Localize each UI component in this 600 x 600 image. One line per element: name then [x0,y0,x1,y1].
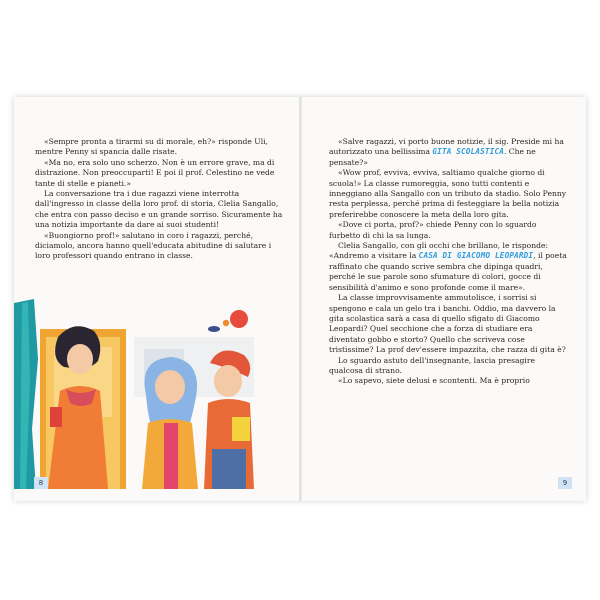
left-page-text [35,137,284,262]
classroom-illustration-icon [14,299,300,489]
paragraph: «Ma no, era solo uno scherzo. Non è un errore grave, ma di distrazione. Non preoccuparti! E poi il prof. Celestino ne vede tante di stelle e pianeti.» [35,157,275,188]
paragraph: «Lo sapevo, siete delusi e scontenti. Ma è proprio [338,376,530,386]
paragraph: «Sempre pronta a tirarmi su di morale, eh?» risponde Uli, mentre Penny si spancia dalle risate. [35,137,268,157]
page-number-left: 8 [34,477,48,489]
paragraph: La conversazione tra i due ragazzi viene interrotta dall'ingresso in classe della loro prof. di storia, Clelia Sangallo, che entra con passo deciso e un grande sorriso. Sicuramente ha una notizia importante da dare ai suoi studenti! [35,189,283,230]
highlight-gita-scolastica: GITA SCOLASTICA [432,147,504,157]
left-page [14,97,300,501]
paragraph: «Dove ci porta, prof?» chiede Penny con lo sguardo furbetto di chi la sa lunga. [329,220,537,240]
page-number-right: 9 [558,477,572,489]
paragraph: Clelia Sangallo, con gli occhi che brillano, le risponde: «Andremo a visitare la CASA DI GIACOMO LEOPARDI, il poeta raffinato che quando scrive sembra che dipinga quadri, perché le sue parole sono sfumature di colori, gocce di sensibilità d'animo e sono profonde come il mare». [329,241,567,292]
right-page [302,97,586,501]
paragraph: Lo sguardo astuto dell'insegnante, lascia presagire qualcosa di strano. [329,355,535,375]
book-spread [14,97,586,501]
paragraph: «Buongiorno prof!» salutano in coro i ragazzi, perché, diciamolo, ancora hanno quell'educata abitudine di salutare i loro professori quando entrano in classe. [35,230,272,261]
highlight-casa-leopardi: CASA DI GIACOMO LEOPARDI [418,251,534,261]
paragraph: «Salve ragazzi, vi porto buone notizie, il sig. Preside mi ha autorizzato una bellissima GITA SCOLASTICA. Che ne pensate?» [329,137,564,167]
paragraph: «Wow prof, evviva, evviva, saltiamo qualche giorno di scuola!» La classe rumoreggia, sono tutti contenti e inneggiano alla Sangallo con un tributo da stadio. Solo Penny resta perplessa, perché prima di festeggiare la bella notizia preferirebbe conoscere la meta della loro gita. [329,168,567,219]
right-page-text [329,137,567,387]
paragraph: La classe improvvisamente ammutolisce, i sorrisi si spengono e cala un gelo tra i banchi. Oddio, ma davvero la gita scolastica sarà a casa di quello sfigato di Giacomo Leopardi? Quel secchione che a forza di studiare era diventato gobbo e storto? Quello che scriveva cose tristissime? La prof dev'essere impazzita, che razza di gita è? [329,293,566,355]
